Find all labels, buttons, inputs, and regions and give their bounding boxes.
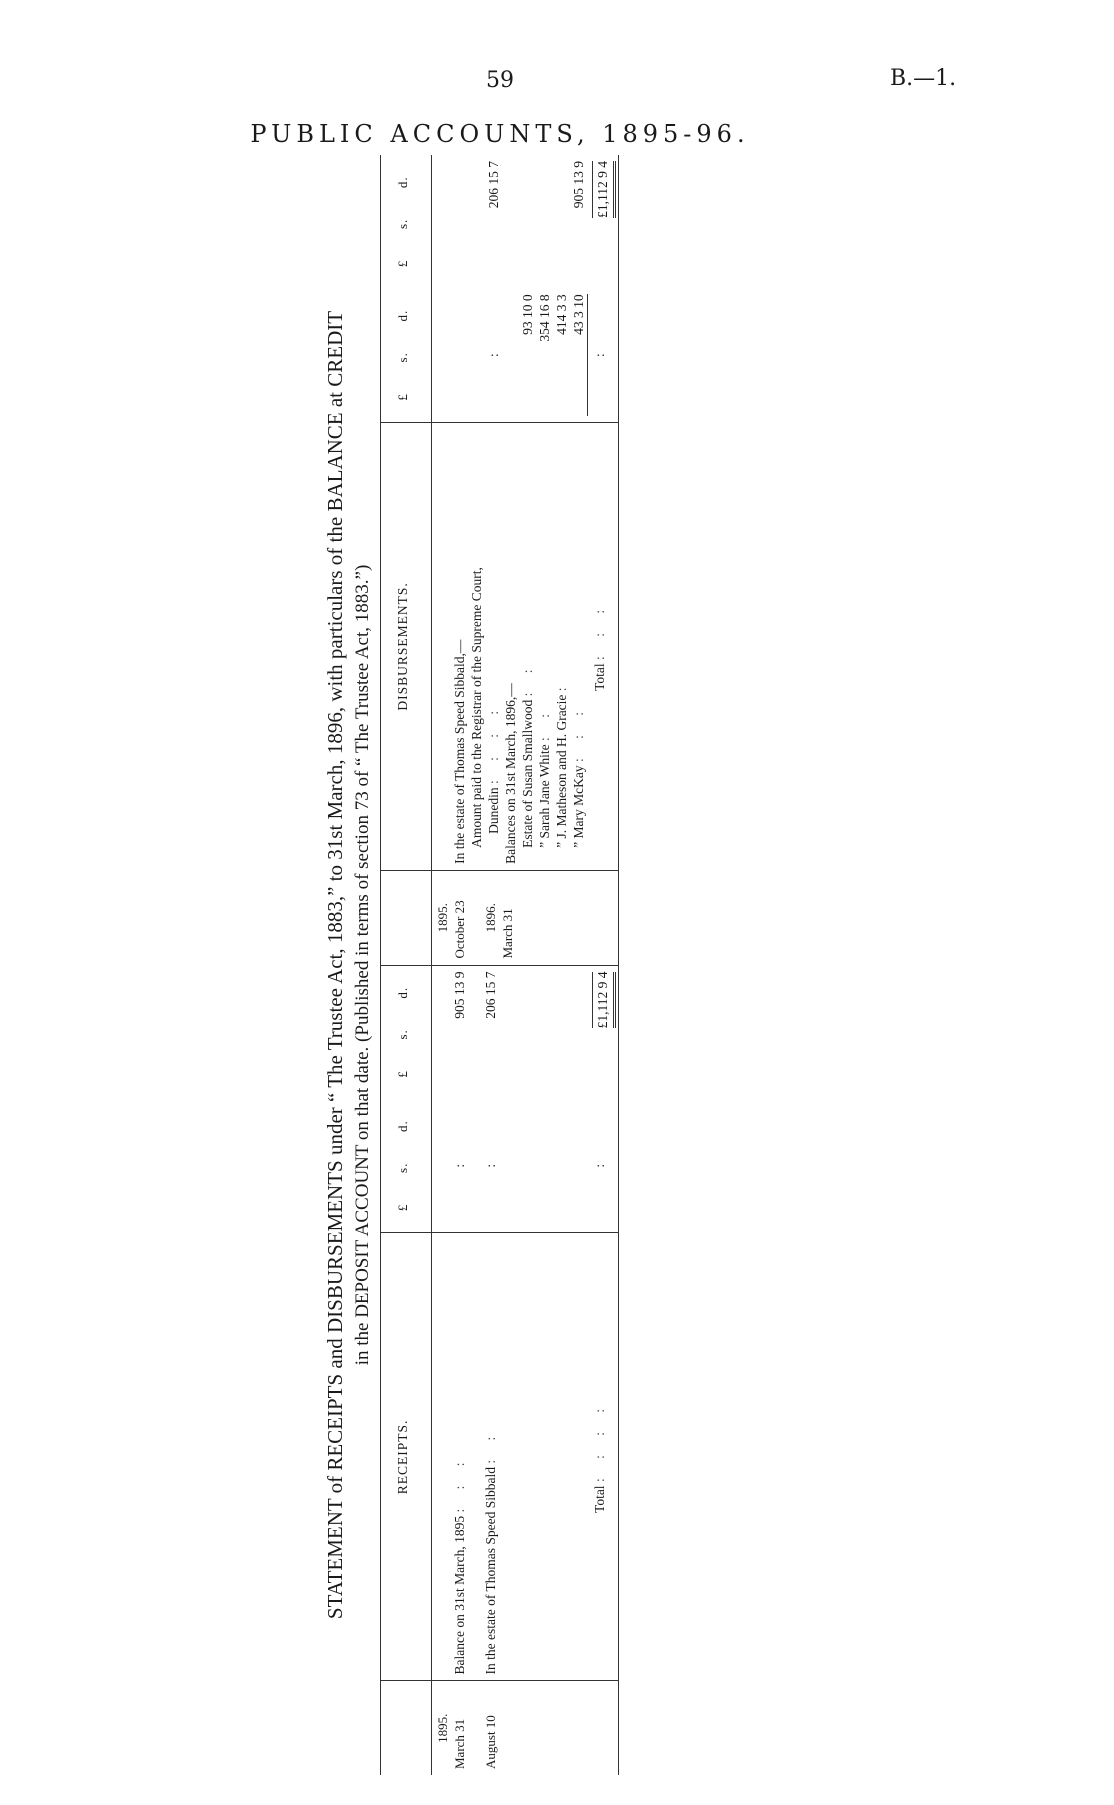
page-heading: PUBLIC ACCOUNTS, 1895-96. (250, 120, 750, 148)
receipts-inner-amounts: : : (432, 1099, 591, 1233)
receipts-total: £1,112 9 4 (590, 965, 619, 1099)
page-number: 59 (486, 68, 514, 93)
disbursement-inner-amounts: : 93 10 0 354 16 8 414 3 3 43 3 10 (432, 288, 591, 422)
receipts-date-header (381, 1681, 432, 1775)
disbursement-descriptions: In the estate of Thomas Speed Sibbald,— Amount paid to the Registrar of the Supreme Court, Dunedin : : : : Balances on 31st March, 1896,— Estate of Susan Smallwood : : ” Sarah Jane White : : ” J. Matheson and H. Gracie : ” Mary McKay : : : (432, 422, 591, 870)
receipt-amount: 905 13 9 (452, 971, 467, 1019)
receipts-money-header: £ s. d. (395, 986, 410, 1078)
receipts-amounts (432, 965, 591, 1099)
disbursement-amount: 905 13 9 (571, 161, 586, 209)
receipt-row-desc: In the estate of Thomas Speed Sibbald : : (483, 1428, 498, 1675)
statement-subtitle: in the DEPOSIT ACCOUNT on that date. (Published in terms of section 73 of “ The Trustee Act, 1883.”) (352, 564, 373, 1366)
statement-title (322, 135, 380, 1795)
receipt-row-desc: Balance on 31st March, 1895 : : : (452, 1454, 467, 1675)
statement-title-line: STATEMENT of RECEIPTS and DISBURSEMENTS under “ The Trustee Act, 1883,” to 31st March, 1896, with particulars of the BALANCE at CREDIT (323, 310, 347, 1620)
receipt-amount: 206 15 7 (483, 971, 498, 1019)
disbursements-money-header: £ s. d. (395, 176, 410, 268)
statement-table (380, 155, 619, 1775)
statement-block (322, 135, 682, 1795)
disbursements-inner-money-header: £ s. d. (381, 288, 432, 422)
disbursement-amounts (432, 155, 591, 288)
disbursements-header: DISBURSEMENTS. (381, 422, 432, 870)
receipts-inner-money-header: £ s. d. (381, 1099, 432, 1233)
disbursements-total: £1,112 9 4 (590, 155, 619, 288)
receipts-header: RECEIPTS. (381, 1233, 432, 1681)
receipts-dates: 1895. March 31 August 10 (435, 1713, 498, 1769)
disbursement-dates: 1895. October 23 1896. March 31 (432, 870, 591, 965)
receipts-total-label: Total : : : : (590, 1233, 619, 1681)
receipts-descriptions (432, 1233, 591, 1681)
document-reference: B.—1. (890, 66, 957, 91)
disbursements-date-header (381, 870, 432, 965)
disbursement-amount: 206 15 7 (486, 161, 501, 209)
disbursements-total-inner: : (590, 288, 619, 422)
receipts-total-inner: : (590, 1099, 619, 1233)
disbursements-total-label: Total : : : (590, 422, 619, 870)
